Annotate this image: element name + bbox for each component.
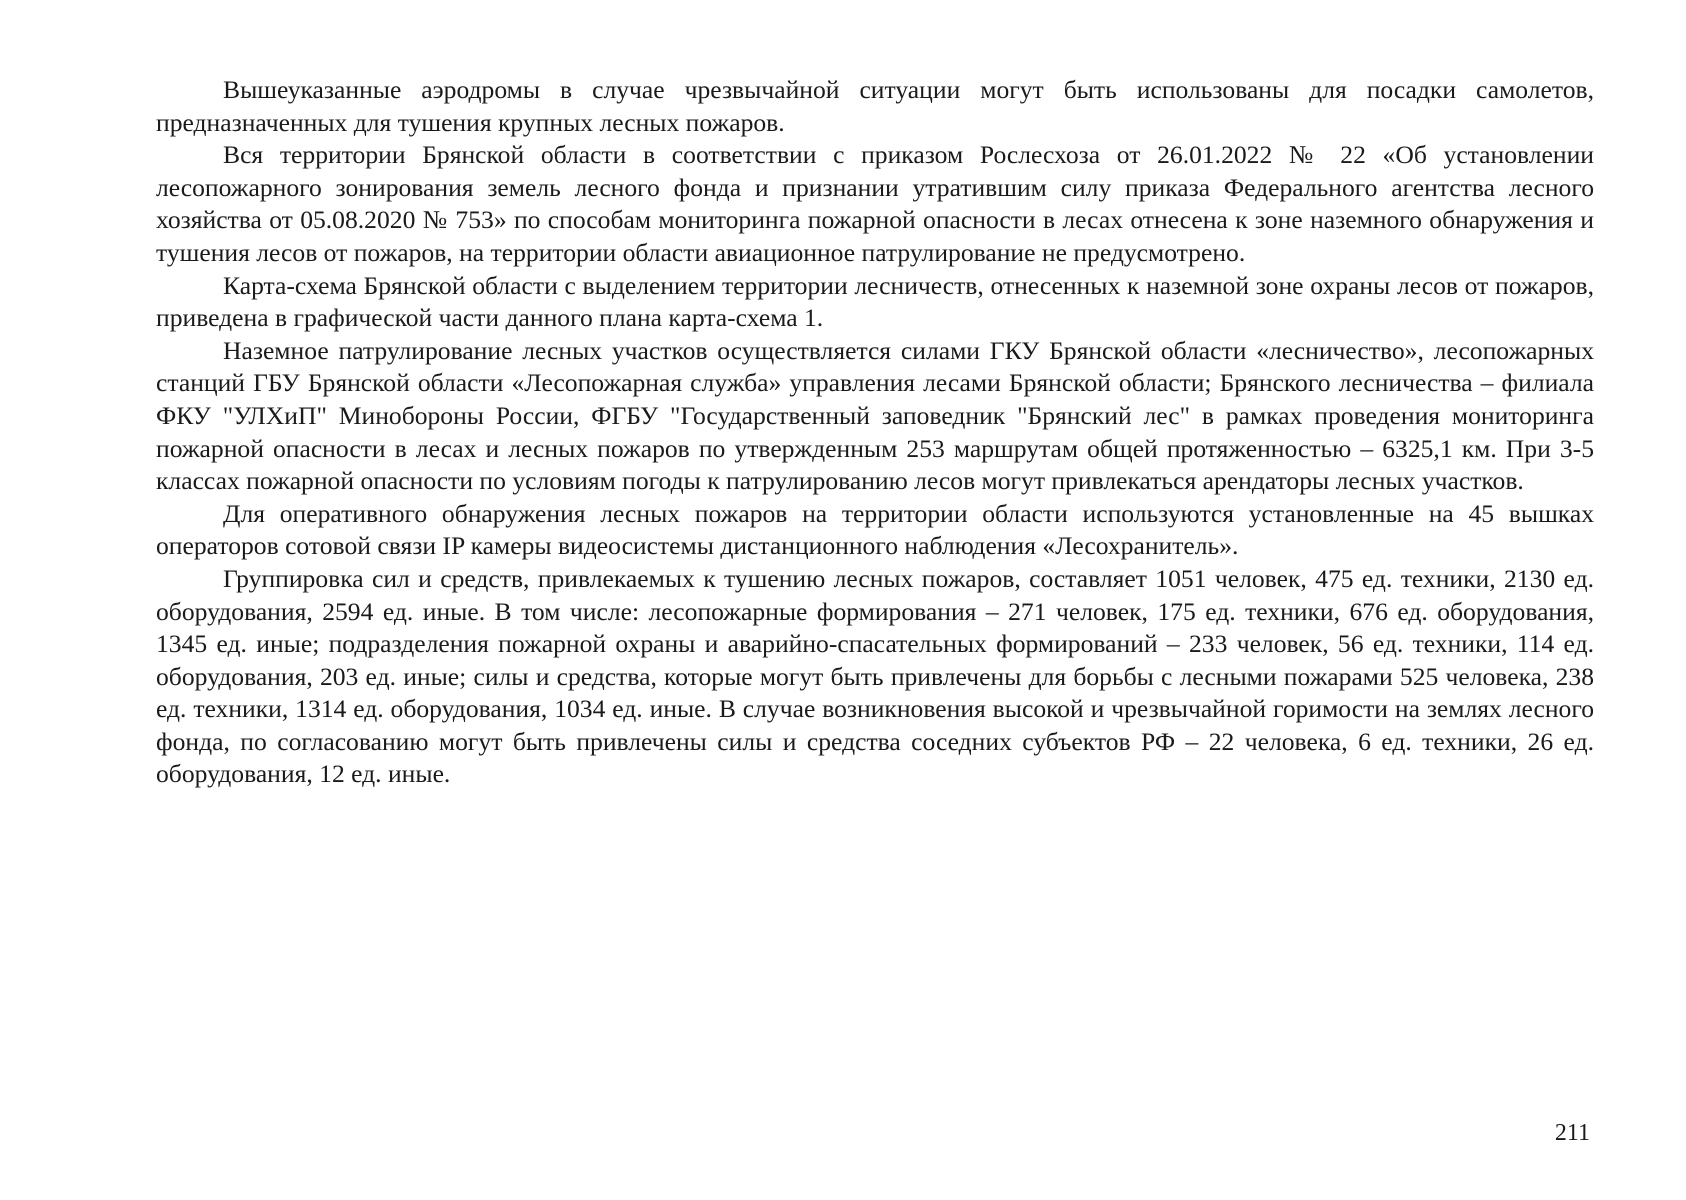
body-text [156, 74, 1594, 791]
paragraph-forces-and-means: Группировка сил и средств, привлекаемых к тушению лесных пожаров, составляет 1051 человек, 475 ед. техники, 2130 ед. оборудования, 2594 ед. иные. В том числе: лесопожарные формирования – 271 человек, 175 ед. техники, 676 ед. оборудования, 1345 ед. иные; подразделения пожарной охраны и аварийно-спасательных формирований – 233 человек, 56 ед. техники, 114 ед. оборудования, 203 ед. иные; силы и средства, которые могут быть привлечены для борьбы с лесными пожарами 525 человека, 238 ед. техники, 1314 ед. оборудования, 1034 ед. иные. В случае возникновения высокой и чрезвычайной горимости на землях лесного фонда, по согласованию могут быть привлечены силы и средства соседних субъектов РФ – 22 человека, 6 ед. техники, 26 ед. оборудования, 12 ед. иные. [156, 563, 1594, 789]
paragraph-fire-zoning: Вся территории Брянской области в соответствии с приказом Рослесхоза от 26.01.2022 № 22 «Об установлении лесопожарного зонирования земель лесного фонда и признании утратившим силу приказа Федерального агентства лесного хозяйства от 05.08.2020 № 753» по способам мониторинга пожарной опасности в лесах отнесена к зоне наземного обнаружения и тушения лесов от пожаров, на территории области авиационное патрулирование не предусмотрено. [156, 140, 1594, 267]
paragraph-video-monitoring: Для оперативного обнаружения лесных пожаров на территории области используются установленные на 45 вышках операторов сотовой связи IP камеры видеосистемы дистанционного наблюдения «Лесохранитель». [156, 498, 1594, 561]
paragraph-map-scheme: Карта-схема Брянской области с выделением территории лесничеств, отнесенных к наземной зоне охраны лесов от пожаров, приведена в графической части данного плана карта-схема 1. [156, 270, 1594, 333]
paragraph-ground-patrol: Наземное патрулирование лесных участков осуществляется силами ГКУ Брянской области «лесничество», лесопожарных станций ГБУ Брянской области «Лесопожарная служба» управления лесами Брянской области; Брянского лесничества – филиала ФКУ "УЛХиП" Минобороны России, ФГБУ "Государственный заповедник "Брянский лес" в рамках проведения мониторинга пожарной опасности в лесах и лесных пожаров по утвержденным 253 маршрутам общей протяженностью – 6325,1 км. При 3-5 классах пожарной опасности по условиям погоды к патрулированию лесов могут привлекаться арендаторы лесных участков. [156, 335, 1594, 496]
paragraph-airfields: Вышеуказанные аэродромы в случае чрезвычайной ситуации могут быть использованы для посадки самолетов, предназначенных для тушения крупных лесных пожаров. [156, 75, 1594, 137]
page-number: 211 [1554, 1120, 1590, 1146]
